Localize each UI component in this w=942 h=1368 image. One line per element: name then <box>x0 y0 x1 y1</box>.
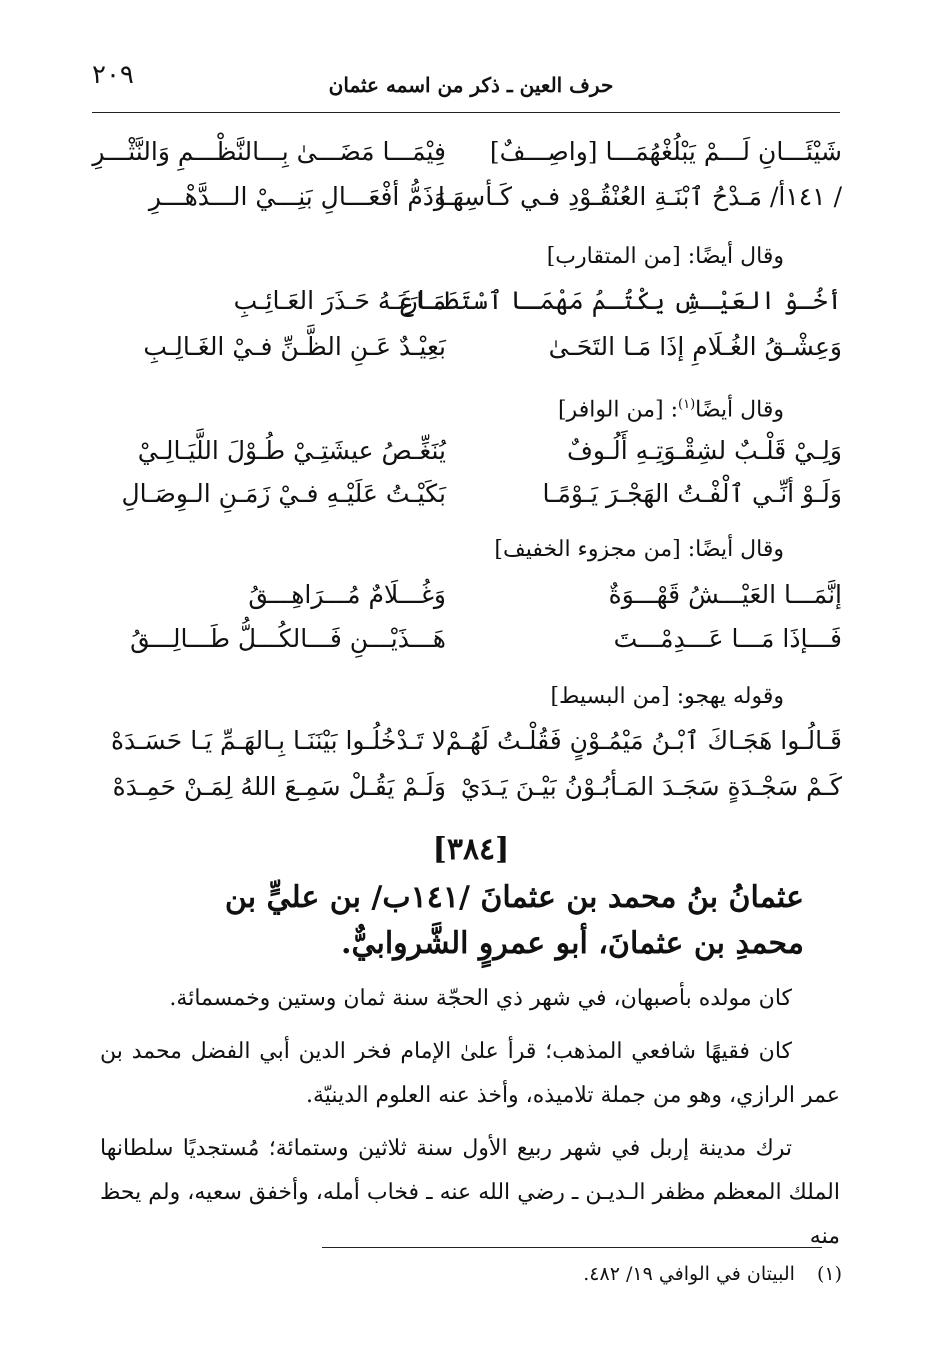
footnote-divider <box>322 1247 822 1248</box>
poem1-line2-first-hemistich: / ١٤١أ/ مَـدْحُ ٱبْنَـةِ العُنْقُـوْدِ فـي كَـأسِهَـا <box>437 182 842 211</box>
poem5-line1-first-hemistich: قَـالُـوا هَجَـاكَ ٱبْـنُ مَيْمُـوْنٍ فَقُلْـتُ لَهُـمْ <box>445 726 842 755</box>
poem4-intro: وقال أيضًا: [من مجزوء الخفيف] <box>494 537 784 562</box>
paragraph-education: كان فقيهًا شافعي المذهب؛ قرأ علىٰ الإمام فخر الدين أبي الفضل محمد بن عمر الرازي، وهو من جملة تلاميذه، وأخذ عنه العلوم الدينيّة. <box>100 1039 840 1108</box>
poem5-line1-second-hemistich: لا تَـدْخُلُـوا بَيْنَنَـا بِـالهَـمِّ يَـا حَسَـدَهْ <box>110 726 446 755</box>
entry-heading: عثمانُ بنُ محمد بن عثمانَ /١٤١ب/ بن عليٍّ بن محمدِ بن عثمانَ، أبو عمروٍ الشَّروابيٌّ. <box>224 880 804 961</box>
poem3-intro <box>558 388 784 422</box>
running-title: حرف العين ـ ذكر من اسمه عثمان <box>328 73 614 97</box>
poem5-line2-second-hemistich: وَلَـمْ يَقُـلْ سَمِـعَ اللهُ لِمَـنْ حَمِـدَهْ <box>112 772 446 801</box>
poem3-line1-first-hemistich: وَلِـيْ قَلْـبٌ لشِقْـوَتِـهِ أَلُـوفٌ <box>567 436 842 465</box>
poem2-line1-second-hemistich: مَـارَبَـهُ حَـذَرَ العَـائِـبِ <box>233 286 446 315</box>
poem1-line1-first-hemistich: شَيْئَـــانِ لَـــمْ يَبْلُغْهُمَـــا [واصِـــفٌ] <box>489 137 842 166</box>
poem2-line1-first-hemistich: أخُـوْ العَيْـشِ يكْتُـمُ مَهْمَـا ٱسْتَطَـاعَ <box>400 286 842 315</box>
poem2-line2-first-hemistich: وَعِشْـقُ الغُـلَامِ إذَا مَـا التَحَـىٰ <box>548 332 842 361</box>
footnote-reference: (١) <box>678 397 696 412</box>
poem3-intro-meter: : [من الوافر] <box>557 397 679 423</box>
poem3-line2-first-hemistich: وَلَـوْ أنِّـي ٱلْفْـتُ الهَجْـرَ يَـوْمًـا <box>542 479 842 508</box>
paragraph-travel: ترك مدينة إربل في شهر ربيع الأول سنة ثلاثين وستمائة؛ مُستجديًا سلطانها الملك المعظم مظفر الـديـن ـ رضي الله عنه ـ فخاب أمله، وأخفق سعيه، ولم يحظ منه <box>100 1136 840 1249</box>
poem1-line2-second-hemistich: وَذَمُّ أفْعَـــالِ بَنِـــيْ الـــدَّهْـــرِ <box>148 182 446 211</box>
poem1-line1-second-hemistich: فِيْمَـــا مَضَـــىٰ بِـــالنَّظْـــمِ وَالنَّثْـــرِ <box>92 137 446 166</box>
poem4-line2-second-hemistich: هَـــذَيْـــنِ فَـــالكُـــلُّ طَـــالِـــقُ <box>130 624 446 653</box>
poem5-intro: وقوله يهجو: [من البسيط] <box>550 684 784 709</box>
poem4-line1-first-hemistich: إنَّمَـــا العَيْـــشُ قَهْـــوَةٌ <box>608 580 842 609</box>
footnote-marker: (١) <box>816 1263 842 1285</box>
poem5-line2-first-hemistich: كَـمْ سَجْـدَةٍ سَجَـدَ المَـأبُـوْنُ بَيْـنَ يَـدَيْ <box>460 772 842 801</box>
paragraph-birth: كان مولده بأصبهان، في شهر ذي الحجّة سنة ثمان وستين وخمسمائة. <box>169 986 792 1011</box>
header-divider <box>92 112 840 113</box>
entry-number: [٣٨٤] <box>432 832 510 867</box>
footnote-text: البيتان في الوافي ١٩/ ٤٨٢. <box>583 1263 795 1285</box>
poem2-line2-second-hemistich: بَعِيْـدٌ عَـنِ الظَّـنِّ فـيْ الغَـالِـبِ <box>143 332 446 361</box>
poem4-line2-first-hemistich: فَـــإذَا مَـــا عَـــدِمْـــتَ <box>613 624 842 653</box>
page-number: ٢٠٩ <box>92 60 134 90</box>
poem3-intro-text: وقال أيضًا <box>695 397 784 423</box>
footnote <box>583 1263 842 1285</box>
poem4-line1-second-hemistich: وَغُـــلَامٌ مُـــرَاهِـــقُ <box>248 580 446 609</box>
poem3-line1-second-hemistich: يُنَغِّـصُ عيشَتِـيْ طُـوْلَ اللَّيَـالِـيْ <box>137 436 446 465</box>
poem3-line2-second-hemistich: بَكَيْـتُ عَلَيْـهِ فـيْ زَمَـنِ الـوِصَـالِ <box>121 479 446 508</box>
poem2-intro: وقال أيضًا: [من المتقارب] <box>546 244 784 269</box>
